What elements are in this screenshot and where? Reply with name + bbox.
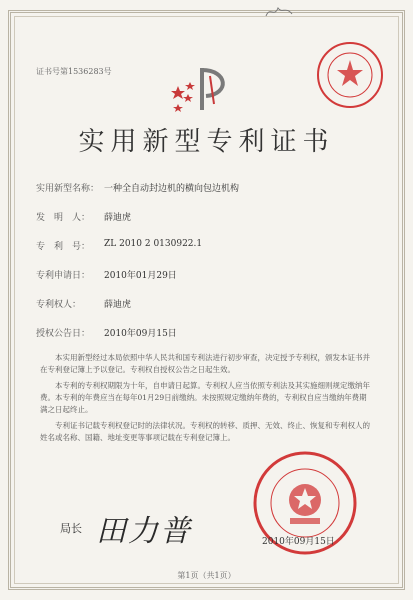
top-right-seal-icon	[315, 40, 385, 110]
certificate-number: 证书号第1536283号	[36, 67, 112, 76]
handwritten-mark-icon	[262, 2, 302, 22]
filing-date-label: 专利申请日：	[36, 271, 91, 281]
director-label: 局长	[60, 522, 82, 535]
patentee-value: 薛迪虎	[104, 300, 132, 310]
certificate-title: 实用新型专利证书	[78, 127, 335, 157]
body-paragraph: 专利证书记载专利权登记时的法律状况。专利权的转移、质押、无效、终止、恢复和专利权人的姓名或名称、国籍、地址变更等事项记载在专利登记簿上。	[40, 421, 370, 442]
inventor-label: 发 明 人：	[36, 213, 91, 223]
patentee-label: 专利权人：	[36, 300, 82, 310]
patent-office-logo-icon	[170, 64, 240, 114]
patent-number-value: ZL 2010 2 0130922.1	[104, 239, 203, 249]
name-label: 实用新型名称：	[36, 184, 100, 194]
inventor-value: 薛迪虎	[104, 213, 132, 223]
grant-date-label: 授权公告日：	[36, 329, 91, 339]
body-paragraph: 本实用新型经过本局依照中华人民共和国专利法进行初步审查，决定授予专利权，颁发本证书并在专利登记簿上予以登记。专利权自授权公告之日起生效。	[40, 353, 370, 374]
body-paragraph: 本专利的专利权期限为十年，自申请日起算。专利权人应当依照专利法及其实施细则规定缴纳年费。本专利的年费应当在每年01月29日前缴纳。未按照规定缴纳年费的，专利权自应当缴纳年费期满之日起终止。	[40, 381, 370, 414]
seal-date: 2010年09月15日	[262, 537, 335, 547]
page-footer: 第1页（共1页）	[177, 571, 236, 580]
patent-number-label: 专 利 号：	[36, 242, 91, 252]
filing-date-value: 2010年01月29日	[104, 271, 177, 281]
director-signature: 田力普	[96, 514, 192, 549]
name-value: 一种全自动封边机的横向包边机构	[104, 184, 240, 194]
grant-date-value: 2010年09月15日	[104, 329, 177, 339]
